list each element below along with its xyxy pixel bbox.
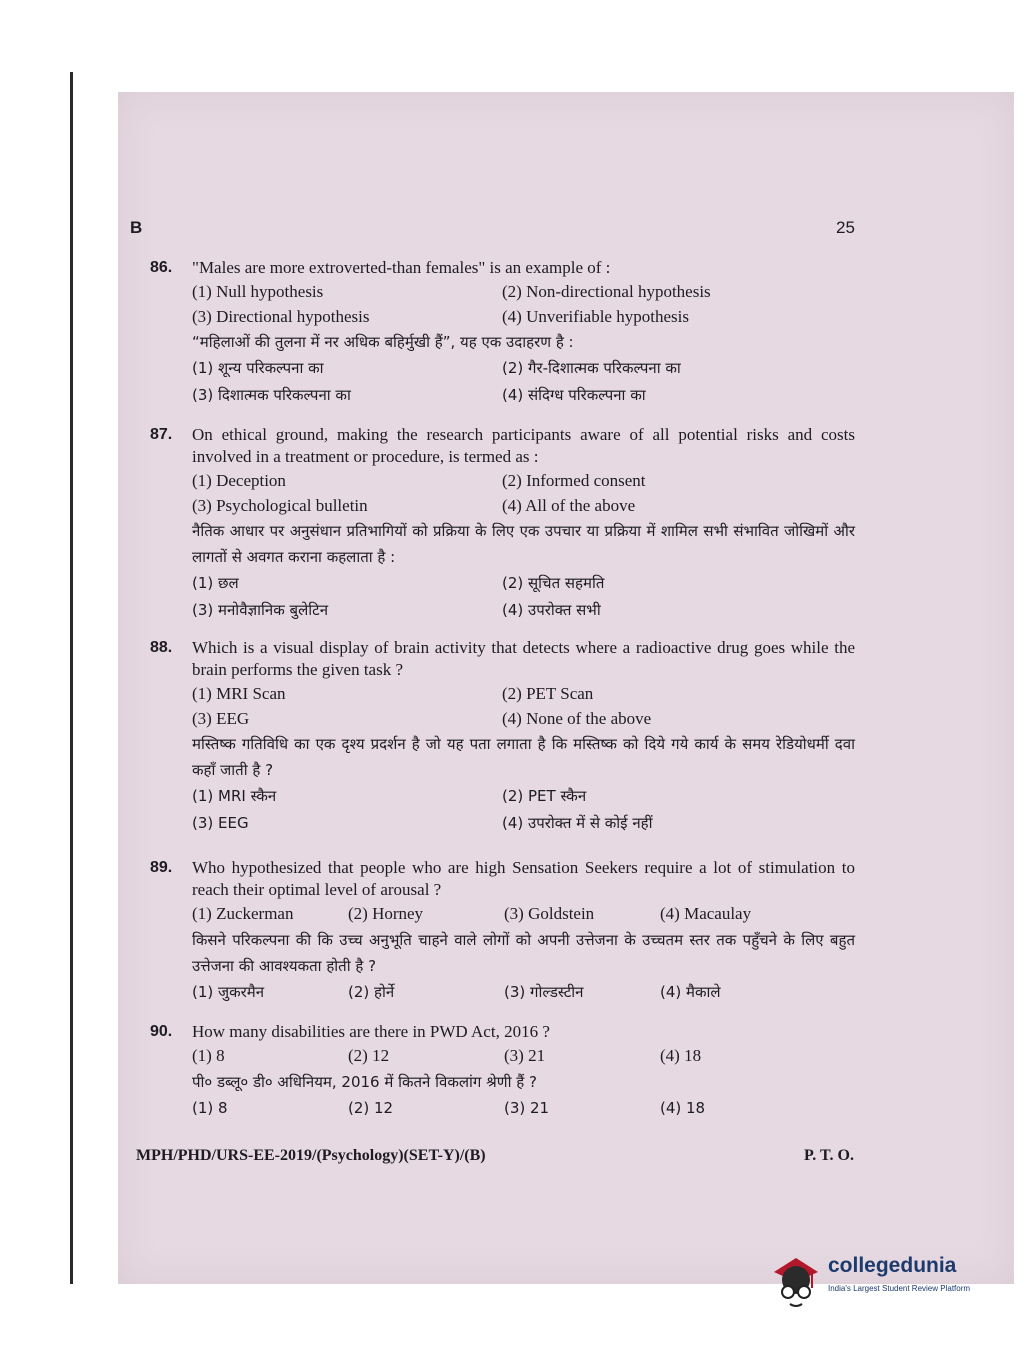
question-text-hi: “महिलाओं की तुलना में नर अधिक बहिर्मुखी हैं”, यह एक उदाहरण है : — [192, 333, 574, 351]
options-hi — [192, 783, 855, 837]
option: (4) All of the above — [502, 496, 636, 515]
option: (2) PET स्कैन — [502, 787, 587, 805]
question-number: 87. — [150, 426, 173, 443]
set-letter: B — [130, 218, 143, 237]
option: (1) छल — [192, 574, 239, 592]
question-number: 88. — [150, 639, 173, 656]
pto-label: P. T. O. — [804, 1147, 854, 1164]
question-88 — [150, 637, 855, 837]
option: (3) 21 — [504, 1046, 546, 1065]
option: (1) Zuckerman — [192, 904, 294, 923]
question-86 — [150, 257, 855, 409]
question-90 — [150, 1021, 855, 1122]
option: (2) Non-directional hypothesis — [502, 282, 711, 301]
question-89 — [150, 857, 855, 1006]
option: (4) उपरोक्त सभी — [502, 601, 601, 619]
option: (3) मनोवैज्ञानिक बुलेटिन — [192, 601, 329, 619]
question-number: 90. — [150, 1023, 173, 1040]
options-hi — [192, 979, 855, 1006]
option: (1) 8 — [192, 1099, 228, 1117]
paper-code: MPH/PHD/URS-EE-2019/(Psychology)(SET-Y)/(B) — [136, 1147, 486, 1164]
option: (4) Unverifiable hypothesis — [502, 307, 689, 326]
question-text-hi: नैतिक आधार पर अनुसंधान प्रतिभागियों को प्रक्रिया के लिए एक उपचार या प्रक्रिया में शामिल सभी संभावित जोखिमों और लागतों से अवगत कराना कहलाता है : — [192, 522, 855, 566]
option: (4) 18 — [660, 1046, 702, 1065]
option: (4) संदिग्ध परिकल्पना का — [502, 386, 646, 404]
question-text-en: Who hypothesized that people who are high Sensation Seekers require a lot of stimulation to reach their optimal level of arousal ? — [192, 858, 855, 899]
option: (1) Deception — [192, 471, 286, 490]
question-number: 86. — [150, 259, 173, 276]
option: (4) Macaulay — [660, 904, 752, 923]
option: (1) Null hypothesis — [192, 282, 324, 301]
options-hi — [192, 355, 855, 409]
option: (3) Directional hypothesis — [192, 307, 370, 326]
logo-wordmark: collegedunia — [828, 1254, 957, 1277]
question-text-hi: मस्तिष्क गतिविधि का एक दृश्य प्रदर्शन है जो यह पता लगाता है कि मस्तिष्क को दिये गये कार्य के समय रेडियोधर्मी दवा कहाँ जाती है ? — [192, 735, 855, 779]
options-hi — [192, 1095, 855, 1122]
question-87 — [150, 424, 855, 624]
options-en — [192, 681, 855, 731]
option: (2) PET Scan — [502, 684, 594, 703]
question-text-en: On ethical ground, making the research participants aware of all potential risks and costs involved in a treatment or procedure, is termed as : — [192, 425, 855, 466]
option: (1) 8 — [192, 1046, 225, 1065]
option: (2) होर्ने — [348, 983, 395, 1001]
option: (2) Horney — [348, 904, 424, 923]
option: (2) गैर-दिशात्मक परिकल्पना का — [502, 359, 681, 377]
question-text-en: Which is a visual display of brain activity that detects where a radioactive drug goes while the brain performs the given task ? — [192, 638, 855, 679]
option: (1) MRI Scan — [192, 684, 286, 703]
option: (3) 21 — [504, 1099, 550, 1117]
options-en — [192, 1043, 855, 1069]
option: (3) Psychological bulletin — [192, 496, 368, 515]
question-number: 89. — [150, 859, 173, 876]
option: (3) गोल्डस्टीन — [504, 983, 584, 1001]
option: (1) शून्य परिकल्पना का — [192, 359, 324, 377]
option: (2) 12 — [348, 1099, 394, 1117]
options-hi — [192, 570, 855, 624]
collegedunia-logo — [766, 1250, 996, 1320]
options-en — [192, 901, 855, 927]
option: (3) दिशात्मक परिकल्पना का — [192, 386, 351, 404]
option: (2) Informed consent — [502, 471, 646, 490]
question-text-hi: पी० डब्लू० डी० अधिनियम, 2016 में कितने विकलांग श्रेणी हैं ? — [192, 1073, 537, 1091]
option: (3) EEG — [192, 814, 249, 832]
option: (4) मैकाले — [660, 983, 721, 1001]
option: (2) सूचित सहमति — [502, 574, 605, 592]
option: (4) None of the above — [502, 709, 652, 728]
option: (3) Goldstein — [504, 904, 595, 923]
logo-tagline: India's Largest Student Review Platform — [828, 1284, 971, 1293]
option: (4) उपरोक्त में से कोई नहीं — [502, 814, 653, 832]
student-mascot-icon — [766, 1250, 826, 1320]
question-text-en: How many disabilities are there in PWD Act, 2016 ? — [192, 1022, 550, 1041]
question-text-en: "Males are more extroverted-than females" is an example of : — [192, 258, 611, 277]
page-number: 25 — [836, 218, 855, 237]
option: (1) MRI स्कैन — [192, 787, 277, 805]
options-en — [192, 279, 855, 329]
option: (3) EEG — [192, 709, 250, 728]
option: (1) जुकरमैन — [192, 983, 265, 1001]
scan-edge — [70, 72, 73, 1284]
options-en — [192, 468, 855, 518]
question-text-hi: किसने परिकल्पना की कि उच्च अनुभूति चाहने वाले लोगों को अपनी उत्तेजना के उच्चतम स्तर तक पहुँचने के लिए बहुत उत्तेजना की आवश्यकता होती है ? — [192, 931, 855, 975]
option: (2) 12 — [348, 1046, 390, 1065]
option: (4) 18 — [660, 1099, 706, 1117]
